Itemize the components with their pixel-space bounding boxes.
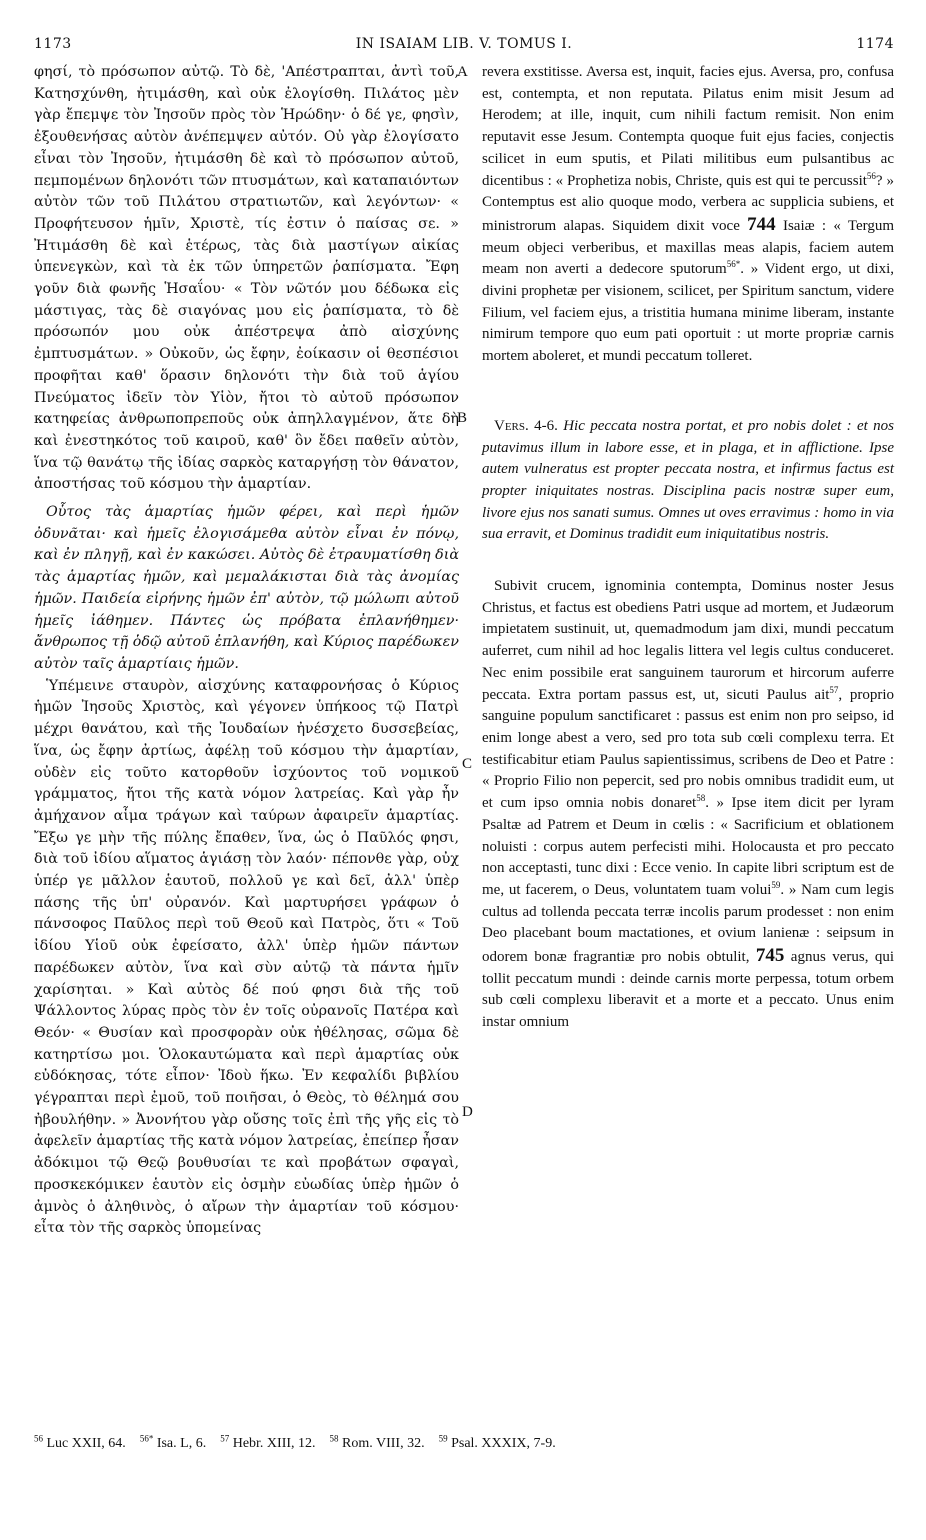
latin-column — [482, 62, 894, 1034]
margin-letter-d: D — [462, 1104, 473, 1120]
footnote-59 — [438, 1433, 556, 1451]
footnote-ref-56b: 56* — [726, 259, 741, 270]
latin-paragraph-1 — [482, 62, 894, 368]
footnote-57 — [220, 1433, 316, 1451]
footnote-num: 56* — [139, 1433, 154, 1444]
latin-text: . » Ipse item dicit per lyram Psaltæ ad Patrem et Deum in cœlis : « Sacrificium et oblationem noluisti : corpus autem perfecisti mihi. Holocausta et pro peccato non acceptasti, tunc dixi : Ecce venio. In capite libri scriptum est de me, ut facerem, o Deus, voluntatem tuam volui — [482, 795, 894, 898]
greek-column — [34, 62, 459, 1240]
footnotes — [34, 1433, 894, 1452]
footnote-num: 57 — [220, 1433, 230, 1444]
running-header — [34, 36, 894, 58]
footnote-ref: Luc XXII, 64. — [46, 1436, 126, 1451]
latin-verse-lemma — [482, 416, 894, 546]
latin-paragraph-2 — [482, 576, 894, 1034]
latin-text: Subivit crucem, ignominia contempta, Dominus noster Jesus Christus, et factus est obediens Patri usque ad mortem, et Judæorum impietatem sustinuit, ut, quemadmodum jam dixi, mundi peccatum auferret, cum nihil ad hoc legalis littera vel legis cultus conduceret. Nec enim possibile erat sanguinem taurorum et hircorum auferre peccata. Extra portam passus est, ut, sicuti Paulus ait — [482, 578, 894, 703]
footnote-ref: Isa. L, 6. — [156, 1436, 207, 1451]
footnote-56 — [34, 1433, 126, 1451]
footnote-ref: Hebr. XIII, 12. — [232, 1436, 316, 1451]
running-title: IN ISAIAM LIB. V. TOMUS I. — [355, 36, 573, 52]
latin-text: . » Nam cum legis cultus ad tollenda peccata terræ incolis parum prodesset : non enim Deo placebant boum mactationes, et ovium lanienæ : seipsum in odorem bonæ fragrantiæ pro nobis obtulit, — [482, 881, 894, 966]
latin-verse-text: Hic peccata nostra portat, et pro nobis dolet : et nos putavimus illum in labore esse, et in plaga, et in afflictione. Ipse autem vulneratus est propter peccata nostra, et infirmus factus est propter iniquitates nostras. Disciplina pacis nostræ super eum, livore ejus nos sanati sumus. Omnes ut oves erravimus : homo in via sua erravit, et Dominus tradidit eum iniquitatibus nostris. — [482, 417, 895, 543]
page-number-744: 744 — [747, 213, 776, 235]
greek-verse-lemma: Οὗτος τὰς ἁμαρτίας ἡμῶν φέρει, καὶ περὶ ἡμῶν ὀδυνᾶται· καὶ ἡμεῖς ἐλογισάμεθα αὐτὸν εἶναι ἐν πόνῳ, καὶ ἐν πληγῇ, καὶ ἐν κακώσει. Αὐτὸς δὲ ἐτραυματίσθη διὰ τὰς ἁμαρτίας ἡμῶν, καὶ μεμαλάκισται διὰ τὰς ἀνομίας ἡμῶν. Παιδεία εἰρήνης ἡμῶν ἐπ' αὐτὸν, τῷ μώλωπι αὐτοῦ ἡμεῖς ἰάθημεν. Πάντες ὡς πρόβατα ἐπλανήθημεν· ἄνθρωπος τῇ ὁδῷ αὐτοῦ ἐπλανήθη, καὶ Κύριος παρέδωκεν αὐτὸν ταῖς ἁμαρτίαις ἡμῶν. — [34, 504, 459, 672]
verse-label: Vers. 4-6. — [494, 417, 558, 434]
latin-text: agnus verus, qui tollit peccatum mundi : deinde carnis morte perpessa, totum orbem sub cœli complexu liberavit et a morte et a peccato. Unus enim instar omnium — [482, 949, 895, 1031]
page-number-745: 745 — [755, 945, 785, 967]
footnote-ref-58: 58 — [696, 793, 706, 804]
footnote-num: 58 — [329, 1433, 339, 1444]
latin-text: Isaiæ : « Tergum meum objeci verberibus, et maxillas meas alapis, faciem autem meam non averti a dedecore sputorum — [482, 217, 895, 278]
margin-letter-a: A — [457, 64, 468, 80]
footnote-ref-59: 59 — [771, 879, 781, 890]
latin-text: , proprio sanguine populum sanctificaret : passus est enim non pro seipso, id enim longe abest a vero, sed pro tota sub cœli complexu terra. Et testificabitur etiam Paulus sapientissimus, scribens de Deo et Patre : « Proprio Filio non pepercit, sed pro nobis omnibus tradidit eum, ut et cum ipso omnia nobis donaret — [482, 686, 894, 812]
column-number-right: 1174 — [856, 36, 894, 52]
column-number-left: 1173 — [34, 36, 72, 52]
footnote-ref-57: 57 — [829, 684, 839, 695]
margin-letter-c: C — [462, 756, 473, 772]
footnote-ref-56: 56 — [866, 170, 876, 181]
footnote-ref: Psal. XXXIX, 7-9. — [451, 1436, 556, 1451]
footnote-56b — [139, 1433, 207, 1451]
latin-text: ? » Contemptus est alio quoque modo, verbera ac supplicia subiens, et ministrorum alapas. Siquidem dixit voce — [482, 172, 894, 234]
footnote-58 — [329, 1433, 425, 1451]
footnote-num: 59 — [438, 1433, 448, 1444]
footnote-num: 56 — [34, 1433, 43, 1444]
latin-text: revera exstitisse. Aversa est, inquit, facies ejus. Aversa, pro, confusa est, contempta, et non reputata. Pilatus enim misit Jesum ad Herodem; at ille, inquit, cum nihili factum remisit. Non enim reputavit esse Jesum. Contempta quoque fuit ejus facies, conjectis scilicet in eum sputis, et Pilati militibus eum pulsantibus ac dicentibus : « Prophetiza nobis, Christe, quis est qui te percussit — [482, 64, 894, 189]
latin-text: . » Vident ergo, ut dixi, divini prophetæ per visionem, scilicet, per Spiritum sanctum, videre Filium, vel faciem ejus, a tristitia humana minime liberam, instante nimirum tempore quo eum pati oportuit : ut morte propriæ carnis mortem aboleret, et mundi peccatum tolleret. — [482, 261, 894, 365]
footnote-ref: Rom. VIII, 32. — [342, 1436, 425, 1451]
greek-paragraph-2: Ὑπέμεινε σταυρὸν, αἰσχύνης καταφρονήσας ὁ Κύριος ἡμῶν Ἰησοῦς Χριστὸς, καὶ γέγονεν ὑπήκοος τῷ Πατρὶ μέχρι θανάτου, καὶ τῆς Ἰουδαίων ἠνέσχετο δυσσεβείας, ἵνα, ὡς ἔφην ἀρτίως, ἀφέλῃ τοῦ κόσμου τὴν ἁμαρτίαν, οὐδὲν εἰς τοῦτο κατορθοῦν ἰσχύοντος τοῦ νομικοῦ γράμματος, ἤτοι τῆς κατὰ νόμον λατρείας. Καὶ γὰρ ἦν ἀμήχανον αἷμα τράγων καὶ ταύρων ἀφαιρεῖν ἁμαρτίας. Ἔξω γε μὴν τῆς πύλης ἔπαθεν, ἵνα, ὡς ὁ Παῦλός φησι, διὰ τοῦ ἰδίου αἵματος ἁγιάσῃ τὸν λαόν· πέπονθε γὰρ, οὐχ ὑπέρ γε μᾶλλον ἑαυτοῦ, πολλοῦ γε καὶ δεῖ, ἀλλ' ὑπὲρ πάσης τῆς ὑπ' οὐρανόν. Καὶ μαρτυρήσει γράφων ὁ πάνσοφος Παῦλος περὶ τοῦ Θεοῦ καὶ Πατρὸς, ὅτι « Τοῦ ἰδίου Υἱοῦ οὐκ ἐφείσατο, ἀλλ' ὑπὲρ ἡμῶν πάντων παρέδωκεν αὐτὸν, ἵνα καὶ σὺν αὐτῷ τὰ πάντα ἡμῖν χαρίσηται. » Καὶ αὐτὸς δέ πού φησι διὰ τῆς τοῦ Ψάλλοντος λύρας πρὸς τὸν ἐν τοῖς οὐρανοῖς Πατέρα καὶ Θεόν· « Θυσίαν καὶ προσφορὰν οὐκ ἠθέλησας, σῶμα δὲ κατηρτίσω μοι. Ὁλοκαυτώματα καὶ περὶ ἁμαρτίας οὐκ εὐδόκησας, τότε εἶπον· Ἰδοὺ ἥκω. Ἐν κεφαλίδι βιβλίου γέγραπται περὶ ἐμοῦ, τοῦ ποιῆσαι, ὁ Θεὸς, τὸ θέλημά σου ἠβουλήθην. » Ἀνονήτου γὰρ οὔσης τοῖς ἐπὶ τῆς γῆς εἰς τὸ ἀφελεῖν ἁμαρτίας τῆς κατὰ νόμον λατρείας, ἐπείπερ ἦσαν ἀδόκιμοι τῷ Θεῷ βουθυσίαι τε καὶ προβάτων σφαγαὶ, προσκεκόμικεν ἑαυτὸν εἰς ὀσμὴν εὐωδίας ὑπὲρ ἡμῶν ὁ ἀμνὸς ὁ ἀληθινὸς, ὁ αἴρων τὴν ἁμαρτίαν τοῦ κόσμου· εἶτα τὸν τῆς σαρκὸς ὑπομείνας — [34, 677, 459, 1237]
greek-paragraph-1: φησί, τὸ πρόσωπον αὐτῷ. Τὸ δὲ, 'Απέστραπται, ἀντὶ τοῦ, Κατησχύνθη, ἠτιμάσθη, καὶ οὐκ ἐλογίσθη. Πιλάτος μὲν γὰρ ἔπεμψε τὸν Ἰησοῦν πρὸς τὸν Ἡρώδην· ὁ δέ γε, φησὶν, ἐξουθενήσας αὐτὸν ἀνέπεμψεν αὐτόν. Οὐ γὰρ ἐλογίσατο εἶναι τὸν Ἰησοῦν, ἠτιμάσθη δὲ καὶ τὸ πρόσωπον αὐτοῦ, πεμπομένων δηλονότι τῶν πτυσμάτων, καὶ καταπαιόντων αὐτὸν τῶν τοῦ Πιλάτου στρατιωτῶν, καὶ λεγόντων· « Προφήτευσον ἡμῖν, Χριστὲ, τίς ἐστιν ὁ παίσας σε. » Ἠτιμάσθη δὲ καὶ ἑτέρως, τὰς διὰ μαστίγων αἰκίας ὑπενεγκὼν, καὶ τὰ ἐκ τῶν ὑπηρετῶν ῥαπίσματα. Ἔφη γοῦν διὰ φωνῆς Ἡσαΐου· « Τὸν νῶτόν μου δέδωκα εἰς μάστιγας, τὰς δὲ σιαγόνας μου εἰς ῥαπίσματα, τὸ δὲ πρόσωπόν μου οὐκ ἀπέστρεψα ἀπὸ αἰσχύνης ἐμπτυσμάτων. » Οὐκοῦν, ὡς ἔφην, ἐοίκασιν οἱ θεσπέσιοι προφῆται καθ' ὅρασιν δηλονότι τὴν διὰ τοῦ ἁγίου Πνεύματος ἰδεῖν τὸν Υἱὸν, ἤτοι τὸ αὐτοῦ πρόσωπον κατηφείας ἀνθρωποπρεποῦς οὐκ ἀπηλλαγμένον, ἅτε δὴ καὶ ἐνεστηκότος τοῦ καιροῦ, καθ' ὃν ἔδει παθεῖν αὐτὸν, ἵνα τῷ θανάτῳ τῆς ἰδίας σαρκὸς καταργήσῃ τὸν θάνατον, ἀποστήσας τοῦ κόσμου τὴν ἁμαρτίαν. — [34, 64, 459, 493]
margin-letter-b: B — [457, 410, 468, 426]
